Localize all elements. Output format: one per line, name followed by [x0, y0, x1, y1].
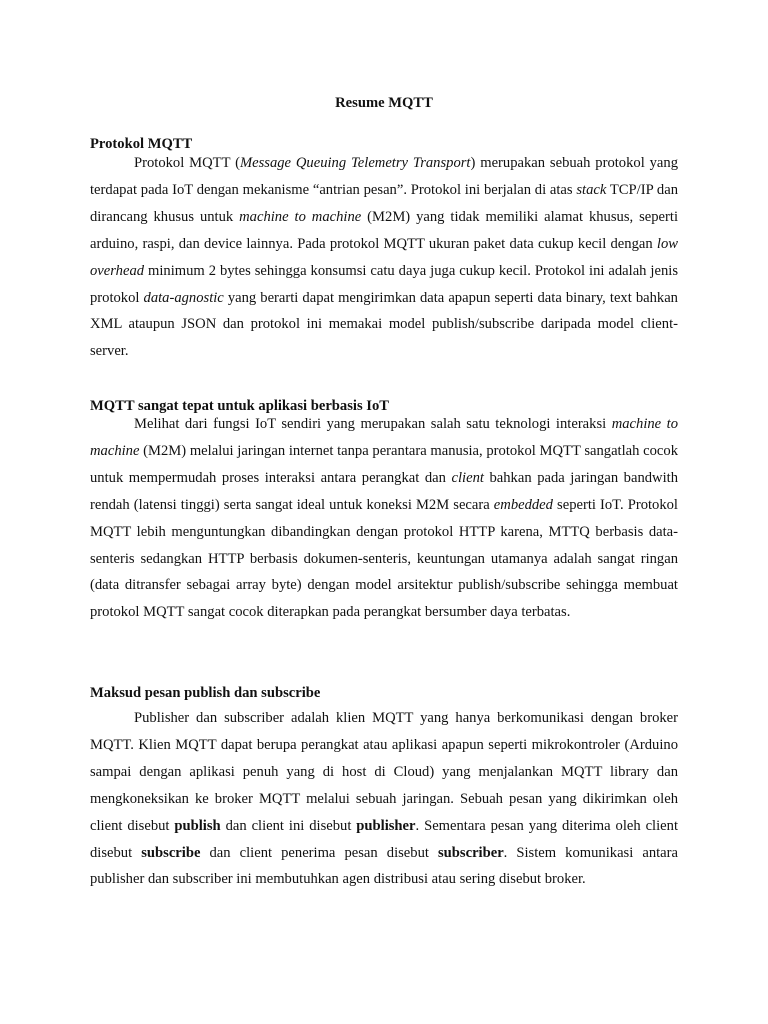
text-run: bahkan pada jaringan bandwith rendah (latensi tinggi) serta sangat ideal untuk koneksi M2M secara: [90, 469, 678, 513]
italic-text-run: embedded: [493, 496, 553, 513]
text-run: dan client penerima pesan disebut: [200, 844, 438, 861]
section-heading-publish-subscribe: Maksud pesan publish dan subscribe: [90, 685, 321, 701]
section-paragraph-publish-subscribe: [90, 705, 678, 893]
bold-text-run: publisher: [356, 817, 416, 834]
section-paragraph-protokol-mqtt: [90, 150, 678, 365]
text-run: dan client ini disebut: [220, 817, 357, 834]
bold-text-run: publish: [174, 817, 221, 834]
italic-text-run: machine to machine: [239, 208, 362, 225]
document-title: Resume MQTT: [335, 95, 433, 111]
text-run: yang berarti dapat mengirimkan data apapun seperti data binary, text bahkan XML ataupun JSON dan protokol ini memakai model publish/subscribe daripada model client-server.: [90, 289, 678, 360]
italic-text-run: low overhead: [90, 235, 678, 279]
text-run: . Sistem komunikasi antara publisher dan subscriber ini membutuhkan agen distribusi atau sering disebut broker.: [90, 844, 678, 888]
bold-text-run: subscriber: [438, 844, 504, 861]
section-heading-mqtt-iot: MQTT sangat tepat untuk aplikasi berbasis IoT: [90, 398, 389, 414]
section-paragraph-mqtt-iot: [90, 411, 678, 626]
italic-text-run: machine to machine: [90, 416, 678, 459]
text-run: Protokol MQTT (: [134, 155, 240, 171]
text-run: Melihat dari fungsi IoT sendiri yang merupakan salah satu teknologi interaksi: [134, 416, 612, 432]
text-run: minimum 2 bytes sehingga konsumsi catu daya juga cukup kecil. Protokol ini adalah jenis protokol: [90, 262, 678, 306]
section-heading-protokol-mqtt: Protokol MQTT: [90, 136, 193, 152]
italic-text-run: stack: [576, 181, 607, 198]
italic-text-run: Message Queuing Telemetry Transport: [239, 155, 471, 171]
text-run: Publisher dan subscriber adalah klien MQTT yang hanya berkomunikasi dengan broker MQTT. Klien MQTT dapat berupa perangkat atau aplikasi apapun seperti mikrokontroler (Arduino sampai dengan aplikasi penuh yang di host di Cloud) yang menjalankan MQTT library dan mengkoneksikan ke broker MQTT melalui sebuah jaringan. Sebuah pesan yang dikirimkan oleh client disebut: [90, 710, 678, 834]
text-run: (M2M) melalui jaringan internet tanpa perantara manusia, protokol MQTT sangatlah cocok untuk mempermudah proses interaksi antara perangkat dan: [90, 442, 678, 486]
text-run: seperti IoT. Protokol MQTT lebih menguntungkan dibandingkan dengan protokol HTTP karena, MTTQ berbasis data-senteris sedangkan HTTP berbasis dokumen-senteris, keuntungan utamanya adalah sangat ringan (data ditransfer sebagai array byte) dengan model arsitektur publish/subscribe sehingga membuat protokol MQTT sangat cocok diterapkan pada perangkat bersumber daya terbatas.: [90, 496, 678, 621]
text-run: . Sementara pesan yang diterima oleh client disebut: [90, 817, 678, 861]
text-run: ) merupakan sebuah protokol yang terdapat pada IoT dengan mekanisme “antrian pesan”. Protokol ini berjalan di atas: [90, 155, 678, 198]
italic-text-run: client: [451, 469, 484, 486]
text-run: TCP/IP dan dirancang khusus untuk: [90, 181, 678, 225]
text-run: (M2M) yang tidak memiliki alamat khusus, seperti arduino, raspi, dan device lainnya. Pada protokol MQTT ukuran paket data cukup kecil dengan: [90, 208, 678, 252]
italic-text-run: data-agnostic: [143, 289, 224, 306]
bold-text-run: subscribe: [141, 844, 201, 861]
document-page: [90, 0, 678, 1024]
